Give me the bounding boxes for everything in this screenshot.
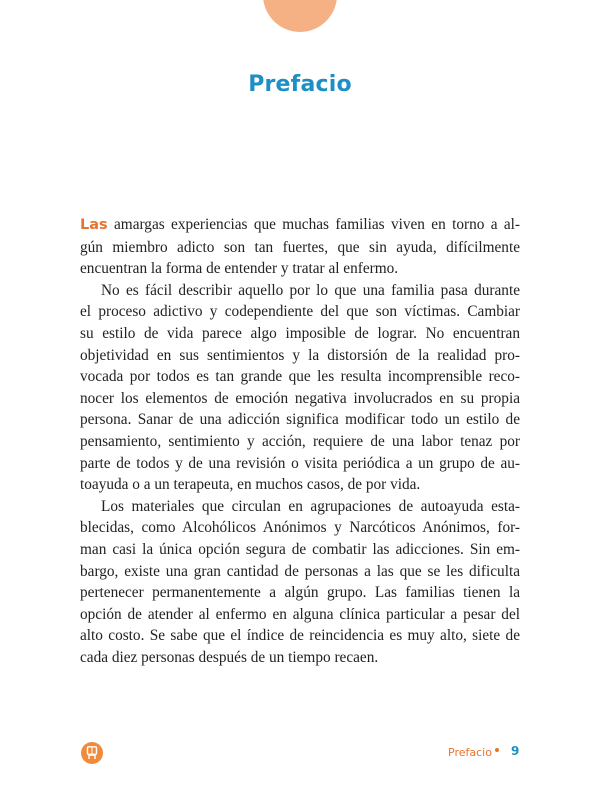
- text-line: gún miembro adicto son tan fuertes, que sin ayuda, difícilmente: [80, 238, 520, 256]
- text-line: su estilo de vida parece algo imposible de lograr. No encuentran: [80, 324, 520, 342]
- text-line: encuentran la forma de entender y tratar al enfermo.: [80, 260, 399, 278]
- text-line: alto costo. Se sabe que el índice de reincidencia es muy alto, siete de: [80, 627, 520, 645]
- text-line: toayuda o a un terapeuta, en muchos casos, de por vida.: [80, 476, 421, 494]
- text-line: man casi la única opción segura de combatir las adicciones. Sin em-: [80, 540, 520, 558]
- text-line: blecidas, como Alcohólicos Anónimos y Narcóticos Anónimos, for-: [80, 519, 520, 537]
- lead-word: Las: [80, 217, 108, 233]
- page-number: 9: [511, 744, 520, 758]
- decorative-top-circle: [263, 0, 337, 32]
- text-line: objetividad en sus sentimientos y la distorsión de la realidad pro-: [80, 346, 520, 364]
- book-hand-icon: [81, 742, 103, 764]
- text-line: pensamiento, sentimiento y acción, requiere de una labor tenaz por: [80, 432, 520, 450]
- text-line: cada diez personas después de un tiempo recaen.: [80, 648, 379, 666]
- text-line: No es fácil describir aquello por lo que una familia pasa durante: [101, 281, 520, 299]
- footer-section-label: Prefacio: [448, 746, 492, 759]
- text-line: persona. Sanar de una adicción significa modificar todo un estilo de: [80, 411, 520, 429]
- text-line: vocada por todos es tan grande que les resulta incomprensible reco-: [80, 368, 520, 386]
- text-line: parte de todos y de una revisión o visita periódica a un grupo de au-: [80, 454, 520, 472]
- text-line: el proceso adictivo y codependiente del que son víctimas. Cambiar: [80, 303, 520, 321]
- body-text: [80, 214, 520, 668]
- text-line: nocer los elementos de emoción negativa involucrados en su propia: [80, 389, 520, 407]
- text-line: pertenecer permanentemente a algún grupo. Las familias tienen la: [80, 584, 520, 602]
- text-line: opción de atender al enfermo en alguna clínica particular a pesar del: [80, 605, 520, 623]
- page-title: Prefacio: [248, 72, 352, 97]
- text-line: Las amargas experiencias que muchas familias viven en torno a al-: [80, 216, 520, 233]
- text-line: Los materiales que circulan en agrupaciones de autoayuda esta-: [101, 497, 520, 515]
- text-line: bargo, existe una gran cantidad de personas a las que se les dificulta: [80, 562, 520, 580]
- footer-separator-dot: [495, 748, 499, 752]
